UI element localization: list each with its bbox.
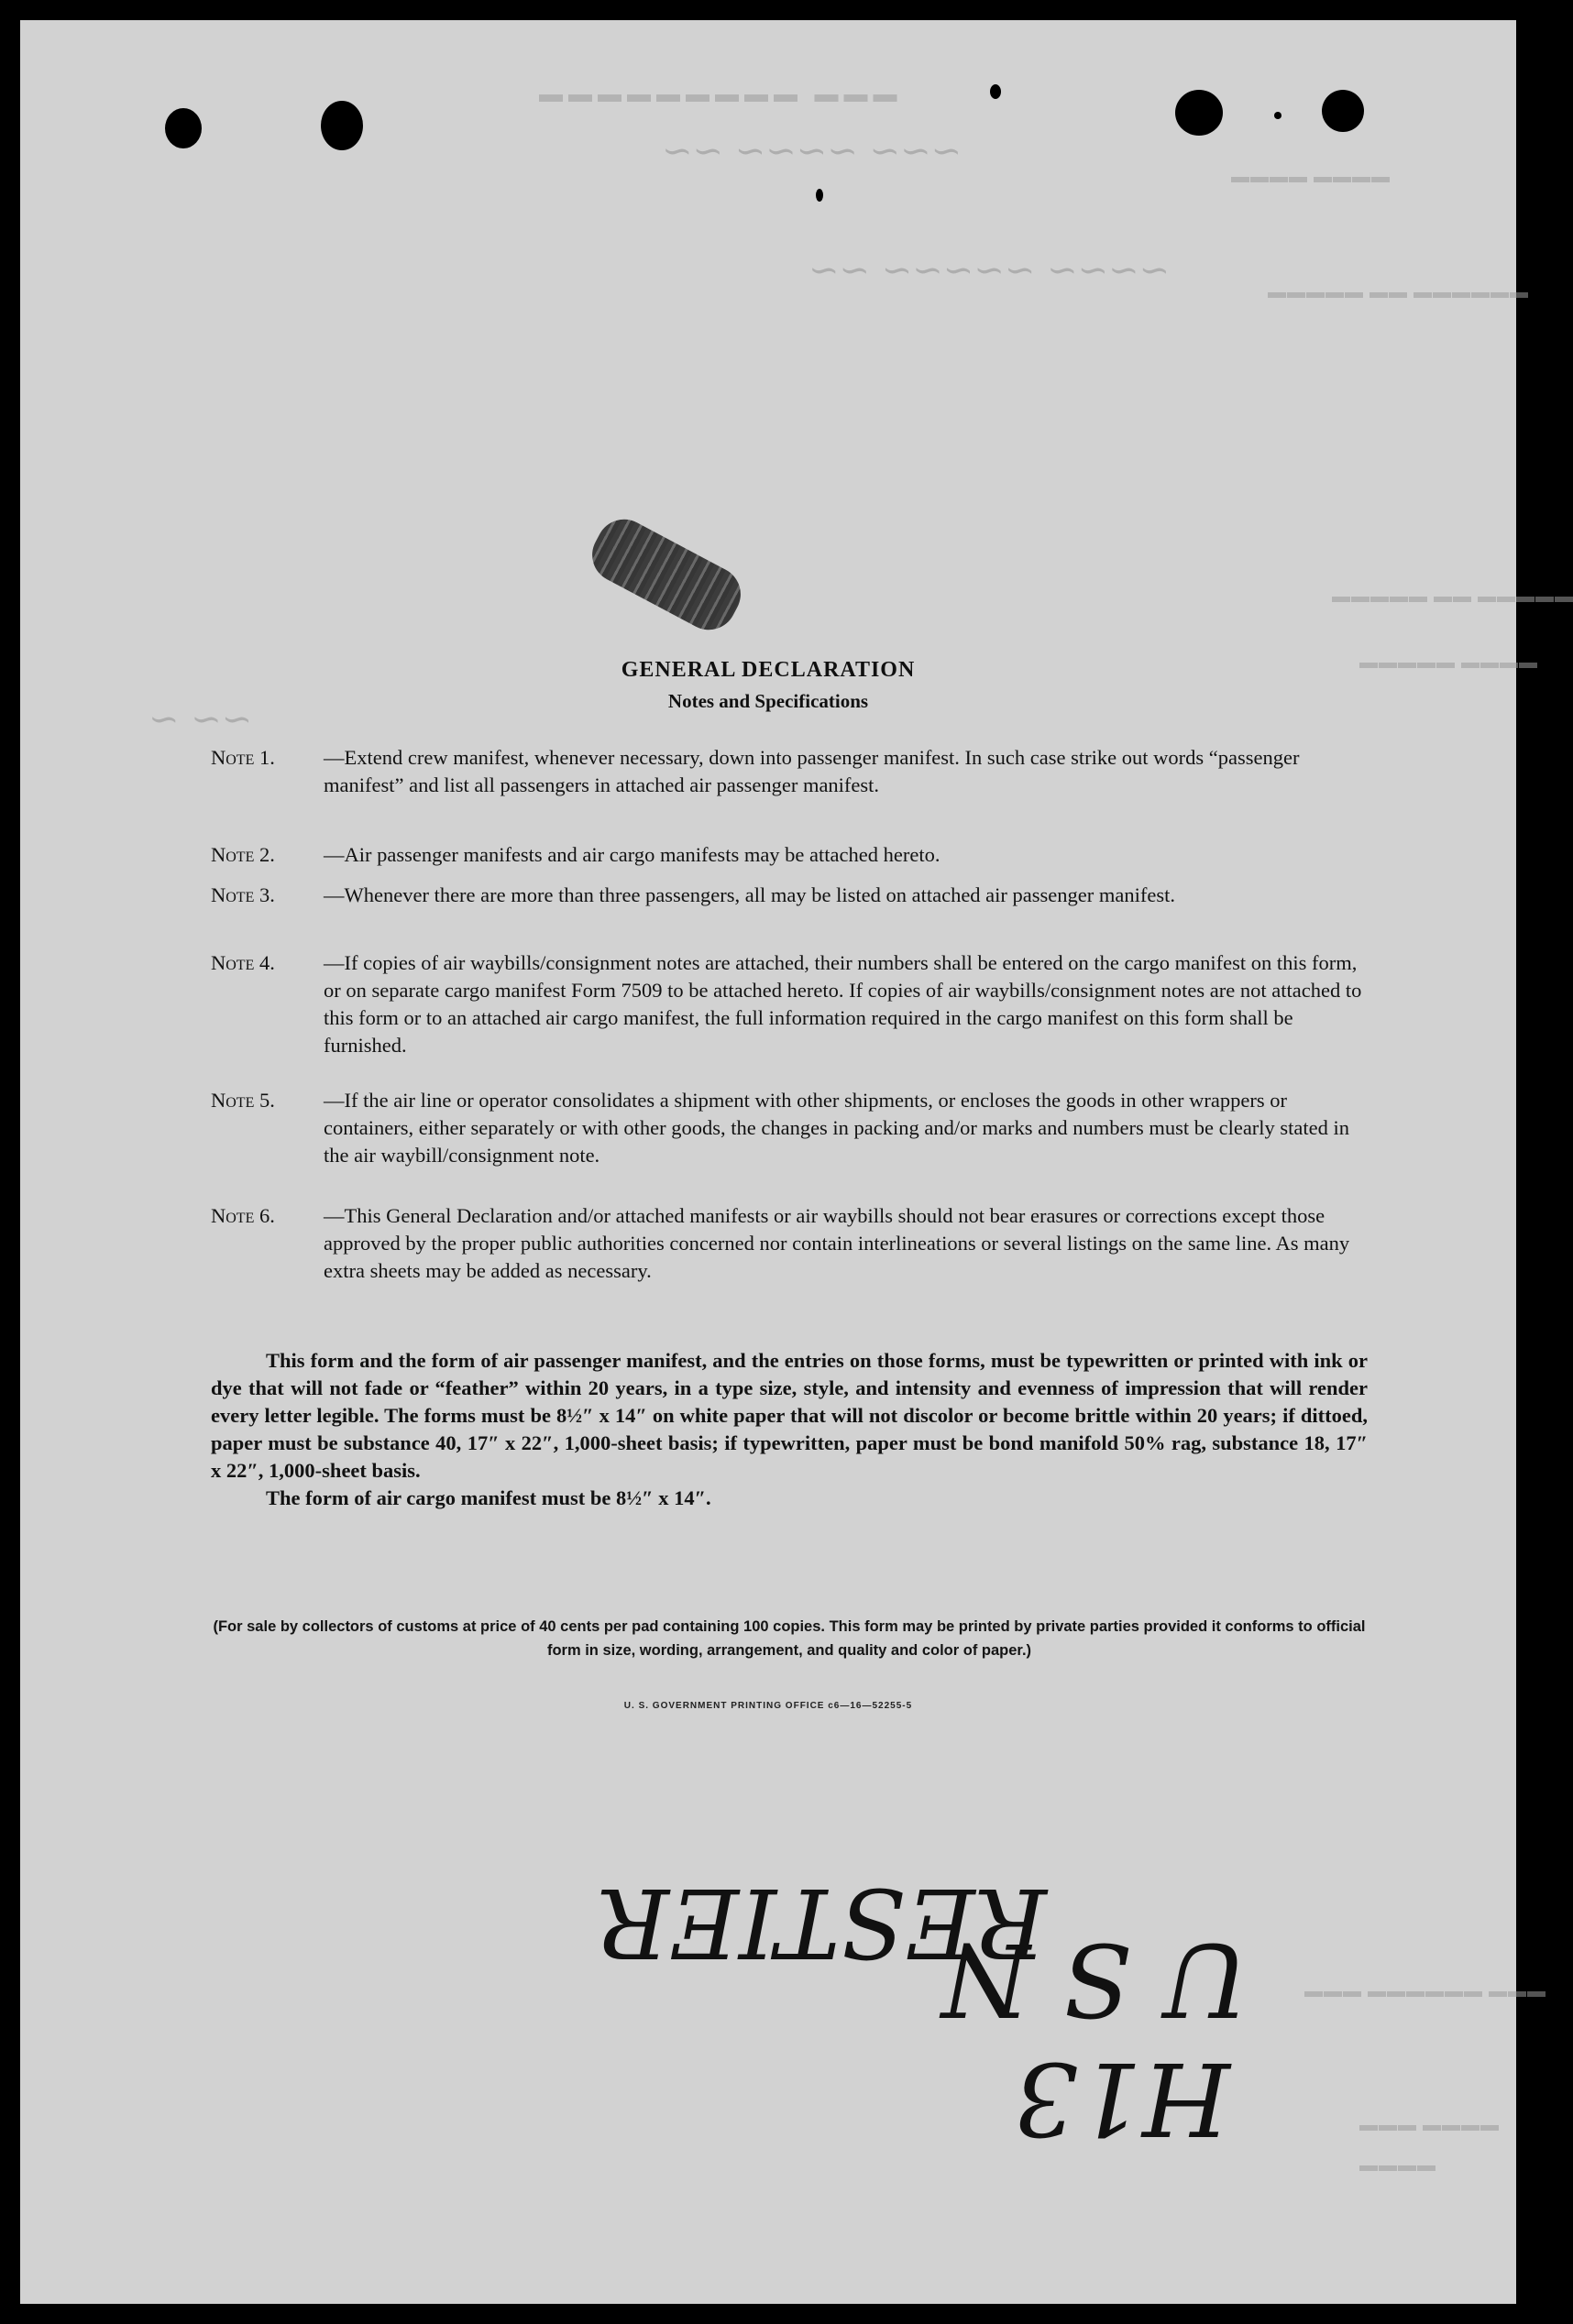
punch-hole-right-2 (1322, 90, 1364, 132)
page-subtitle: Notes and Specifications (667, 690, 869, 712)
specification-paragraph: This form and the form of air passenger manifest, and the entries on those forms, must be typewritten or printed with ink or dye that will not fade or “feather” within 20 years, in a type size, style, and intensity and evenness of impression that will render every letter legible. The forms must be 8½″ x 14″ on white paper that will not discolor or become brittle within 20 years; if dittoed, paper must be substance 40, 17″ x 22″, 1,000-sheet basis; if typewritten, paper must be bond manifold 50% rag, substance 18, 17″ x 22″, 1,000-sheet basis. (211, 1349, 1368, 1482)
handwriting-line-2: U S N (941, 1921, 1248, 2038)
bleed-through-text: ▬▬▬ ▬▬▬▬▬▬ ▬▬▬ (1304, 1981, 1546, 2001)
note-label: Note 4. (211, 951, 275, 974)
punch-hole-left-2 (321, 101, 363, 150)
ink-speck (816, 189, 823, 202)
specification-block (211, 1347, 1368, 1512)
bleed-through-text: ▬▬▬▬ ▬▬▬ (1358, 2115, 1499, 2135)
note-text: —Whenever there are more than three passengers, all may be listed on attached air passenger manifest. (324, 883, 1175, 906)
note-label: Note 3. (211, 883, 275, 906)
note-label: Note 1. (211, 746, 275, 769)
document-page (20, 20, 1573, 2304)
bleed-through-text: ▬▬▬▬▬▬ ▬▬ ▬▬▬▬▬ (1267, 282, 1528, 302)
bleed-through-text: ▬▬▬▬ ▬▬▬▬ (1230, 167, 1390, 187)
handwriting-line-1: H13 (1014, 2040, 1230, 2157)
ink-speck (1274, 112, 1282, 119)
bleed-through-handwriting: ~~~~ ~~~~~ ~~ (808, 249, 1171, 291)
note-label: Note 5. (211, 1089, 275, 1112)
printer-line: U. S. GOVERNMENT PRINTING OFFICE c6—16—52255-5 (623, 1701, 913, 1711)
note-text: —This General Declaration and/or attached manifests or air waybills should not bear erasures or corrections except those approved by the proper public authorities concerned nor contain interlineations or several listings on the same line. As many extra sheets may be added as necessary. (324, 1204, 1350, 1282)
note-text: —Air passenger manifests and air cargo manifests may be attached hereto. (324, 843, 940, 866)
page-title: GENERAL DECLARATION (621, 658, 916, 682)
ink-speck (990, 84, 1001, 99)
cargo-manifest-size: The form of air cargo manifest must be 8½″ x 14″. (266, 1486, 711, 1509)
note-text: —If the air line or operator consolidates a shipment with other shipments, or encloses the goods in other wrappers or containers, either separately or with other goods, the changes in packing and/or marks and numbers must be clearly stated in the air waybill/consignment note. (324, 1089, 1350, 1167)
note-label: Note 6. (211, 1204, 275, 1227)
note-1 (211, 744, 1366, 799)
note-text: —Extend crew manifest, whenever necessary, down into passenger manifest. In such case strike out words “passenger manifest” and list all passengers in attached air passenger manifest. (324, 746, 1300, 796)
note-5 (211, 1087, 1366, 1169)
punch-hole-left-1 (165, 108, 202, 148)
bleed-through-handwriting: ~~ ~ (148, 698, 253, 740)
bleed-through-text: ▬▬▬▬ ▬▬▬▬▬ (1358, 652, 1537, 673)
note-2 (211, 841, 1366, 869)
title-block (20, 658, 1516, 713)
note-label: Note 2. (211, 843, 275, 866)
note-3 (211, 882, 1366, 909)
handwritten-annotation (552, 1816, 1285, 2165)
bleed-through-text: ▬▬▬▬▬ ▬▬ ▬▬▬▬▬ (1331, 586, 1573, 607)
note-4 (211, 949, 1366, 1059)
handwriting-line-3: RESTIER (597, 1867, 1047, 1979)
bleed-through-text: ▬▬▬ ▬▬▬▬▬▬▬▬▬ (534, 81, 897, 107)
note-6 (211, 1202, 1366, 1285)
bleed-through-text: ▬▬▬▬ (1358, 2155, 1436, 2176)
punch-hole-right-1 (1175, 90, 1223, 136)
sale-notice: (For sale by collectors of customs at price of 40 cents per pad containing 100 copies. This form may be printed by private parties provided it conforms to official form in size, wording, arrangement, and quality and color of paper.) (213, 1618, 1366, 1659)
note-text: —If copies of air waybills/consignment notes are attached, their numbers shall be entered on the cargo manifest on this form, or on separate cargo manifest Form 7509 to be attached hereto. If copies of air waybills/consignment notes are not attached to this form or to an attached air cargo manifest, the full information required in the cargo manifest on this form shall be furnished. (324, 951, 1362, 1057)
ink-stamp-smudge (583, 510, 751, 640)
bleed-through-handwriting: ~~~ ~~~~ ~~ (662, 130, 962, 172)
